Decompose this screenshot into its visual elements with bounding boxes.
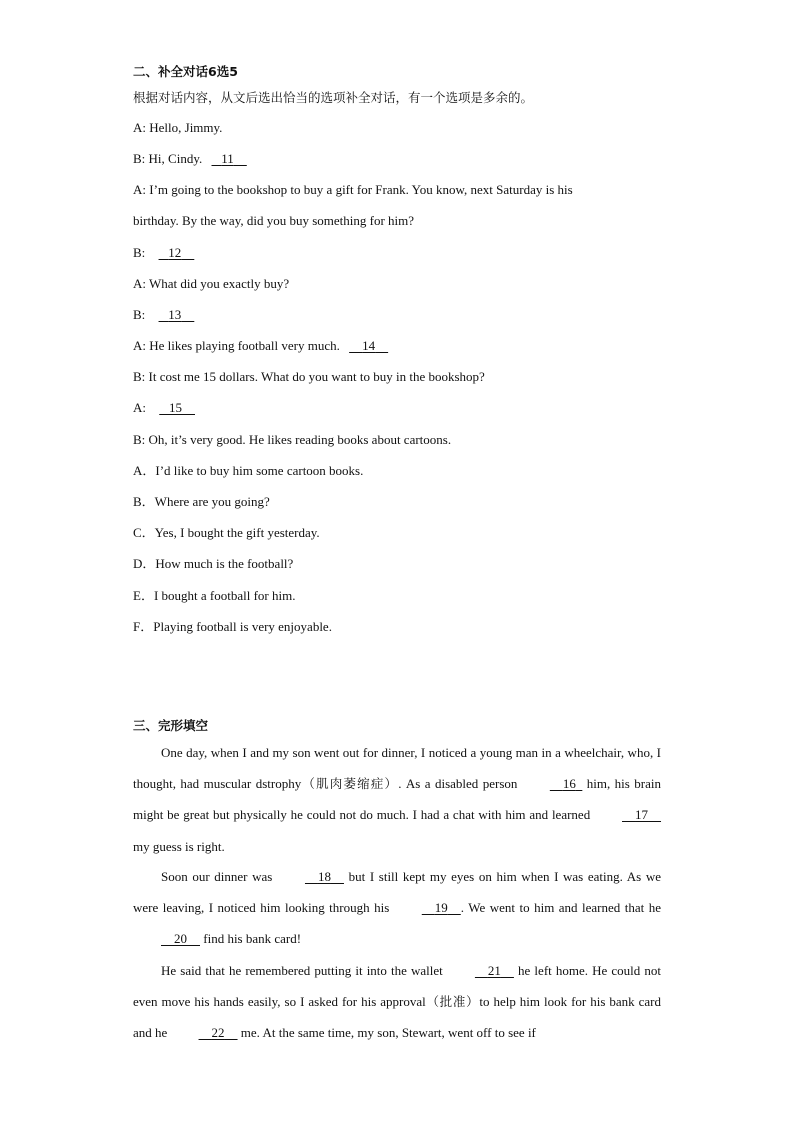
speaker-label: A: bbox=[133, 400, 146, 415]
answer-blank-19[interactable]: 19 bbox=[434, 900, 448, 916]
speaker-label: A: bbox=[133, 120, 146, 135]
dialogue-text: What did you exactly buy? bbox=[149, 276, 290, 291]
option-text: Where are you going? bbox=[154, 494, 270, 509]
section-instruction: 根据对话内容，从文后选出恰当的选项补全对话，有一个选项是多余的。 bbox=[133, 90, 534, 105]
paragraph-text: . As a disabled person bbox=[398, 776, 518, 792]
paragraph-text: he left home. He could not even move his hands easily, so I asked for his approval bbox=[133, 963, 661, 1010]
option-letter: D． bbox=[133, 556, 156, 571]
dialogue-line bbox=[133, 245, 194, 261]
answer-blank-13[interactable]: 13 bbox=[168, 307, 182, 322]
dialogue-line bbox=[133, 120, 222, 136]
paragraph-text: my guess is right. bbox=[133, 838, 225, 854]
dialogue-line bbox=[133, 151, 247, 167]
answer-blank-12[interactable]: 12 bbox=[168, 245, 182, 260]
answer-blank-16[interactable]: 16 bbox=[562, 776, 576, 792]
dialogue-line bbox=[133, 432, 451, 448]
paragraph-text: Soon our dinner was bbox=[161, 869, 273, 884]
answer-blank-20[interactable]: 20 bbox=[174, 931, 187, 947]
option-e bbox=[133, 588, 295, 604]
cloze-paragraph-3 bbox=[133, 955, 661, 1049]
dialogue-text: birthday. By the way, did you buy something for him? bbox=[133, 213, 415, 228]
dialogue-line bbox=[133, 307, 194, 323]
option-a bbox=[133, 463, 363, 479]
option-letter: E． bbox=[133, 588, 154, 603]
speaker-label: A: bbox=[133, 276, 146, 291]
option-text: Playing football is very enjoyable. bbox=[153, 619, 332, 634]
paragraph-text: . We went to him and learned that he bbox=[460, 900, 661, 916]
dialogue-text: I’m going to the bookshop to buy a gift for Frank. You know, next Saturday is his bbox=[149, 182, 573, 197]
option-letter: A． bbox=[133, 463, 156, 478]
paragraph-text: me. At the same time, my son, Stewart, went off to see if bbox=[240, 1025, 536, 1041]
cloze-paragraph-1 bbox=[133, 737, 661, 862]
speaker-label: A: bbox=[133, 338, 146, 353]
option-d bbox=[133, 556, 293, 572]
cloze-paragraph-2 bbox=[133, 861, 661, 955]
speaker-label: B: bbox=[133, 245, 146, 260]
dialogue-text: Oh, it’s very good. He likes reading books about cartoons. bbox=[148, 432, 452, 447]
speaker-label: B: bbox=[133, 307, 146, 322]
dialogue-line bbox=[133, 338, 388, 354]
option-b bbox=[133, 494, 270, 510]
paragraph-text: find his bank card! bbox=[203, 931, 302, 947]
chinese-gloss: （肌肉萎缩症） bbox=[301, 776, 399, 792]
answer-blank-18[interactable]: 18 bbox=[317, 869, 331, 884]
option-text: How much is the football? bbox=[155, 556, 294, 571]
dialogue-line bbox=[133, 369, 485, 385]
answer-blank-15[interactable]: 15 bbox=[169, 400, 182, 415]
option-c bbox=[133, 525, 320, 541]
speaker-label: B: bbox=[133, 151, 146, 166]
paragraph-text: He said that he remembered putting it into the wallet bbox=[161, 963, 443, 978]
speaker-label: B: bbox=[133, 369, 146, 384]
option-text: I’d like to buy him some cartoon books. bbox=[155, 463, 364, 478]
answer-blank-17[interactable]: 17 bbox=[635, 807, 649, 823]
section-heading-dialogue: 二、补全对话6选5 bbox=[133, 64, 238, 79]
option-f bbox=[133, 619, 332, 635]
option-letter: F． bbox=[133, 619, 154, 634]
chinese-gloss: （批准） bbox=[425, 994, 480, 1010]
dialogue-text: He likes playing football very much. bbox=[149, 338, 340, 353]
answer-blank-11[interactable]: 11 bbox=[221, 151, 234, 166]
answer-blank-14[interactable]: 14 bbox=[362, 338, 376, 353]
answer-blank-21[interactable]: 21 bbox=[487, 963, 501, 978]
option-text: I bought a football for him. bbox=[153, 588, 296, 603]
paragraph-text: but I still kept my eyes on him when I was eating. As we were leaving, I noticed him looking through his bbox=[133, 869, 661, 916]
speaker-label: B: bbox=[133, 432, 146, 447]
dialogue-text: It cost me 15 dollars. What do you want to buy in the bookshop? bbox=[148, 369, 485, 384]
dialogue-text: Hello, Jimmy. bbox=[149, 120, 223, 135]
dialogue-line bbox=[133, 400, 195, 416]
dialogue-text: Hi, Cindy. bbox=[148, 151, 203, 166]
option-text: Yes, I bought the gift yesterday. bbox=[154, 525, 320, 540]
speaker-label: A: bbox=[133, 182, 146, 197]
dialogue-line bbox=[133, 276, 289, 292]
paragraph-text: One day, when I and my son went out for dinner, I noticed a young man in a wheelchair, who, I thought, had muscular dstrophy bbox=[133, 745, 661, 792]
paragraph-text: him, his brain might be great but physically he could not do much. I had a chat with him and learned bbox=[133, 776, 661, 823]
dialogue-line bbox=[133, 213, 414, 229]
paragraph-text: to help him look for his bank card and he bbox=[133, 994, 661, 1041]
option-letter: B． bbox=[133, 494, 155, 509]
section-heading-cloze: 三、完形填空 bbox=[133, 718, 209, 733]
option-letter: C． bbox=[133, 525, 155, 540]
dialogue-line bbox=[133, 182, 573, 198]
answer-blank-22[interactable]: 22 bbox=[211, 1025, 225, 1041]
